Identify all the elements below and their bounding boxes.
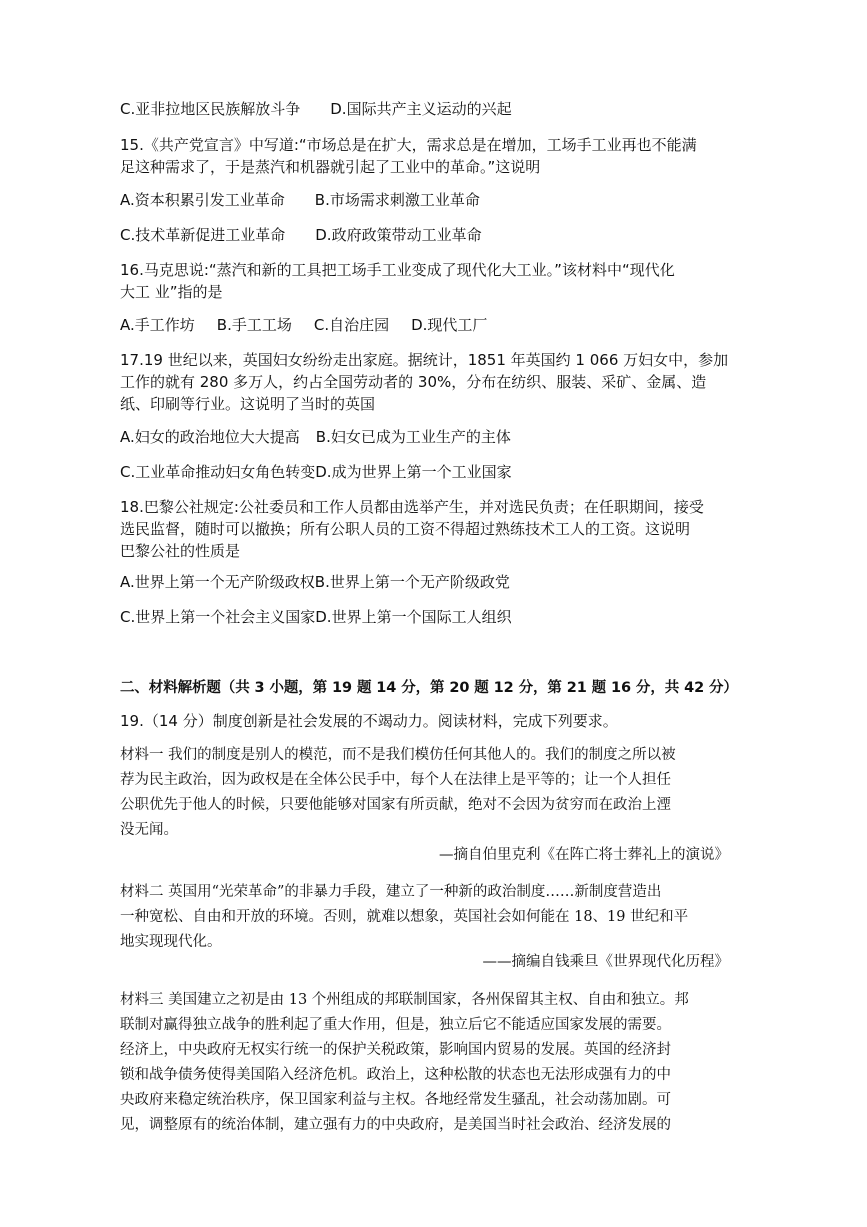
- q17-option-d: D.成为世界上第一个工业国家: [315, 463, 512, 481]
- material3-line1: 材料三 美国建立之初是由 13 个州组成的邦联制国家，各州保留其主权、自由和独立。邦: [120, 992, 689, 1008]
- material2-line1: 材料二 英国用“光荣革命”的非暴力手段，建立了一种新的政治制度……新制度营造出: [120, 884, 662, 900]
- q17-option-a: A.妇女的政治地位大大提高: [120, 428, 300, 446]
- q17-options-row2: [120, 460, 740, 484]
- q15-option-b: B.市场需求刺激工业革命: [314, 191, 480, 209]
- q16-option-b: B.手工工场: [216, 316, 292, 334]
- material3-line4: 锁和战争债务使得美国陷入经济危机。政治上，这种松散的状态也无法形成强有力的中: [120, 1067, 671, 1083]
- material3-line3: 经济上，中央政府无权实行统一的保护关税政策，影响国内贸易的发展。英国的经济封: [120, 1042, 671, 1058]
- material1-source: —摘自伯里克利《在阵亡将士葬礼上的演说》: [439, 847, 729, 863]
- q15-options-row2: [120, 223, 740, 247]
- q14-option-d: D.国际共产主义运动的兴起: [330, 100, 512, 118]
- q18-option-c: C.世界上第一个社会主义国家: [120, 608, 316, 626]
- q18-option-b: B.世界上第一个无产阶级政党: [314, 573, 510, 591]
- material1-line4: 没无闻。: [120, 822, 178, 838]
- material2-line3: 地实现现代化。: [120, 934, 222, 950]
- material3-line2: 联制对赢得独立战争的胜利起了重大作用，但是，独立后它不能适应国家发展的需要。: [120, 1017, 671, 1033]
- material1-line2: 荐为民主政治，因为政权是在全体公民手中，每个人在法律上是平等的；让一个人担任: [120, 772, 671, 788]
- q17-stem-line3: 纸、印刷等行业。这说明了当时的英国: [120, 395, 376, 413]
- q18-stem-line2: 选民监督，随时可以撤换；所有公职人员的工资不得超过熟练技术工人的工资。这说明: [120, 520, 691, 538]
- q15-option-d: D.政府政策带动工业革命: [315, 226, 482, 244]
- q16-option-a: A.手工作坊: [120, 316, 195, 334]
- q14-option-c: C.亚非拉地区民族解放斗争: [120, 100, 301, 118]
- q17-options-row1: [120, 425, 740, 449]
- q16-stem-line1: 16.马克思说:“蒸汽和新的工具把工场手工业变成了现代化大工业。”该材料中“现代化: [120, 261, 675, 279]
- material1-line3: 公职优先于他人的时候，只要他能够对国家有所贡献，绝对不会因为贫穷而在政治上湮: [120, 797, 671, 813]
- q15-option-c: C.技术革新促进工业革命: [120, 226, 286, 244]
- material2-line2: 一种宽松、自由和开放的环境。否则，就难以想象，英国社会如何能在 18、19 世纪和平: [120, 909, 689, 925]
- section2-heading: 二、材料解析题（共 3 小题，第 19 题 14 分，第 20 题 12 分，第 21 题 16 分，共 42 分）: [120, 680, 738, 696]
- q15-options-row1: [120, 188, 740, 212]
- q16-options-row: [120, 313, 740, 337]
- material3-line6: 见，调整原有的统治体制，建立强有力的中央政府，是美国当时社会政治、经济发展的: [120, 1117, 671, 1133]
- q15-stem-line1: 15.《共产党宣言》中写道:“市场总是在扩大，需求总是在增加，工场手工业再也不能满: [120, 136, 697, 154]
- q18-stem-line3: 巴黎公社的性质是: [120, 542, 241, 560]
- material2-source: ——摘编自钱乘旦《世界现代化历程》: [482, 954, 729, 970]
- material3-line5: 央政府来稳定统治秩序，保卫国家利益与主权。各地经常发生骚乱，社会动荡加剧。可: [120, 1092, 671, 1108]
- q19-stem: 19.（14 分）制度创新是社会发展的不竭动力。阅读材料，完成下列要求。: [120, 712, 618, 730]
- material1-line1: 材料一 我们的制度是别人的模范，而不是我们模仿任何其他人的。我们的制度之所以被: [120, 747, 676, 763]
- q18-option-d: D.世界上第一个国际工人组织: [315, 608, 512, 626]
- q17-stem-line2: 工作的就有 280 多万人，约占全国劳动者的 30%，分布在纺织、服装、采矿、金属、造: [120, 373, 707, 391]
- q17-stem-line1: 17.19 世纪以来，英国妇女纷纷走出家庭。据统计，1851 年英国约 1 066 万妇女中，参加: [120, 351, 729, 369]
- q14-options-row: [120, 97, 740, 121]
- q18-options-row2: [120, 605, 740, 629]
- q16-stem-line2: 大工 业”指的是: [120, 283, 223, 301]
- q15-stem-line2: 足这种需求了，于是蒸汽和机器就引起了工业中的革命。”这说明: [120, 158, 541, 176]
- q18-option-a: A.世界上第一个无产阶级政权: [120, 573, 315, 591]
- q18-stem-line1: 18.巴黎公社规定:公社委员和工作人员都由选举产生，并对选民负责；在任职期间，接受: [120, 498, 704, 516]
- q17-option-c: C.工业革命推动妇女角色转变: [120, 463, 316, 481]
- q16-option-d: D.现代工厂: [411, 316, 488, 334]
- q18-options-row1: [120, 570, 740, 594]
- q16-option-c: C.自治庄园: [313, 316, 390, 334]
- q15-option-a: A.资本积累引发工业革命: [120, 191, 285, 209]
- q17-option-b: B.妇女已成为工业生产的主体: [315, 428, 511, 446]
